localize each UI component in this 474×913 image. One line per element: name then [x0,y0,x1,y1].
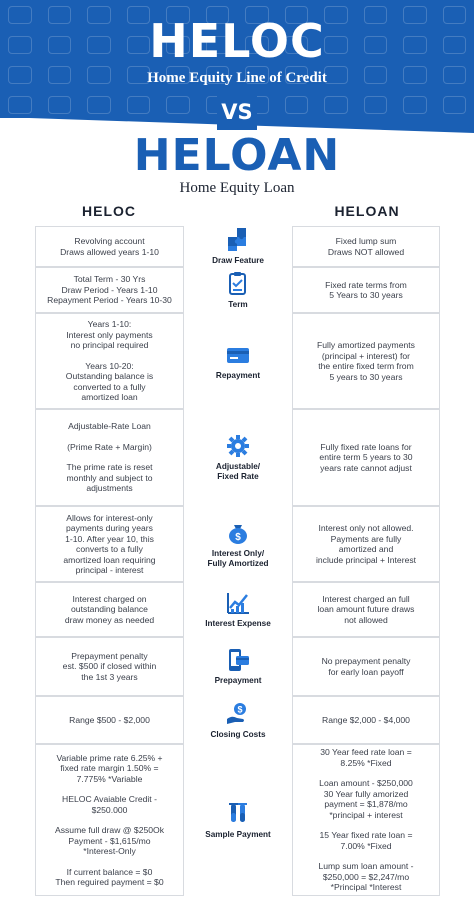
heloc-cell [35,409,184,506]
feature-label: Prepayment [214,676,262,685]
heloc-cell-text: Adjustable-Rate Loan [68,421,151,432]
money-bag-icon [225,520,251,546]
feature-label: Adjustable/ Fixed Rate [215,462,261,481]
heloc-cell [35,744,184,896]
heloan-cell-text: Loan amount - $250,000 30 Year fully amorized payment = $1,878/mo *principal + interest [319,778,413,820]
heloan-subtitle: Home Equity Loan [179,180,295,196]
heloan-cell [292,637,440,696]
heloc-cell-text: Variable prime rate 6.25% + fixed rate margin 1.50% = 7.775% *Variable [56,752,163,784]
feature-label-group [192,267,284,313]
heloan-cell [292,267,440,313]
heloan-cell-text: Lump sum loan amount - $250,000 = $2,247/mo *Principal *Interest [318,861,414,893]
clipboard-icon [225,271,251,297]
heloan-title: HELOAN [133,130,341,181]
svg-text:$: $ [237,704,243,714]
heloan-cell [292,226,440,267]
heloan-cell-text: 15 Year fixed rate loan = 7.00% *Fixed [319,830,413,851]
heloc-column-header: HELOC [82,203,136,219]
heloan-cell-text: Fixed lump sum Draws NOT allowed [327,236,405,257]
heloc-cell-text: Revolving account Draws allowed years 1-10 [60,236,159,257]
heloan-cell-text: Fully fixed rate loans for entire term 5 years to 30 years rate cannot adjust [319,441,413,473]
feature-label: Term [228,299,248,309]
heloc-cell-text: HELOC Avaiable Credit - $250.000 [62,794,157,815]
heloc-cell-text: Range $500 - $2,000 [69,714,150,725]
hand-coin-icon [225,701,251,727]
feature-label-group [192,582,284,637]
heloc-cell-text: Assume full draw @ $250Ok Payment - $1,615/mo *Interest-Only [54,825,165,856]
heloan-cell-text: Fixed rate terms from 5 Years to 30 years [325,279,407,300]
feature-label: Closing Costs [210,729,266,739]
gear-icon [225,433,251,459]
feature-label: Interest Expense [205,619,271,628]
heloan-cell-text: 30 Year feed rate loan = 8.25% *Fixed [320,747,412,768]
feature-label-group [192,409,284,506]
heloan-cell [292,409,440,506]
heloan-cell [292,582,440,637]
heloc-cell [35,506,184,582]
heloc-cell [35,226,184,267]
heloan-cell [292,744,440,896]
heloan-cell-text: No prepayment penalty for early loan payoff [321,656,411,677]
feature-label: Interest Only/ Fully Amortized [207,548,269,568]
heloan-cell [292,313,440,409]
heloc-cell-text: Allows for interest-only payments during years 1-10. After year 10, this converts to a fully amortized loan requiring principal - interest [63,512,156,575]
heloc-cell [35,313,184,409]
feature-label: Draw Feature [212,256,264,265]
test-tubes-icon [225,801,251,827]
heloc-cell [35,582,184,637]
puzzle-icon [225,227,251,253]
heloc-cell [35,637,184,696]
heloc-cell-text: Prepayment penalty est. $500 if closed within the 1st 3 years [62,650,157,682]
heloc-cell-text: Years 1-10: Interest only payments no principal required [66,319,153,351]
heloan-cell-text: Range $2,000 - $4,000 [322,714,410,725]
heloc-cell-text: Interest charged on outstanding balance draw money as needed [64,593,155,625]
feature-label-group [192,744,284,896]
heloan-cell-text: Fully amortized payments (principal + interest) for the entire fixed term from 5 years to 30 years [317,340,415,382]
heloc-cell-text: (Prime Rate + Margin) [67,441,152,452]
heloc-cell [35,696,184,744]
feature-label: Repayment [215,370,261,380]
heloc-cell-text: Total Term - 30 Yrs Draw Period - Years 1-10 Repayment Period - Years 10-30 [47,274,172,306]
feature-label-group [192,313,284,409]
feature-label-group [192,696,284,744]
credit-card-icon [225,342,251,368]
svg-text:$: $ [235,531,241,543]
feature-label-group [192,637,284,696]
feature-label-group [192,226,284,267]
heloan-column-header: HELOAN [334,203,400,219]
heloan-cell [292,696,440,744]
chart-icon [225,590,251,616]
heloc-title: HELOC [149,14,325,68]
heloc-subtitle: Home Equity Line of Credit [147,70,327,86]
heloan-cell [292,506,440,582]
heloc-cell-text: The prime rate is reset monthly and subject to adjustments [66,462,153,494]
heloc-cell-text: If current balance = $0 Then reguired payment = $0 [55,866,164,887]
vs-badge: VS [217,94,257,130]
heloc-cell [35,267,184,313]
phone-card-icon [225,647,251,673]
heloan-cell-text: Interest only not allowed. Payments are fully amortized and include principal + Interest [315,523,417,565]
feature-label: Sample Payment [205,829,271,839]
heloan-cell-text: Interest charged an full loan amount future draws not allowed [317,593,415,625]
feature-label-group [192,506,284,582]
heloc-cell-text: Years 10-20: Outstanding balance is converted to a fully amortized loan [65,360,154,403]
